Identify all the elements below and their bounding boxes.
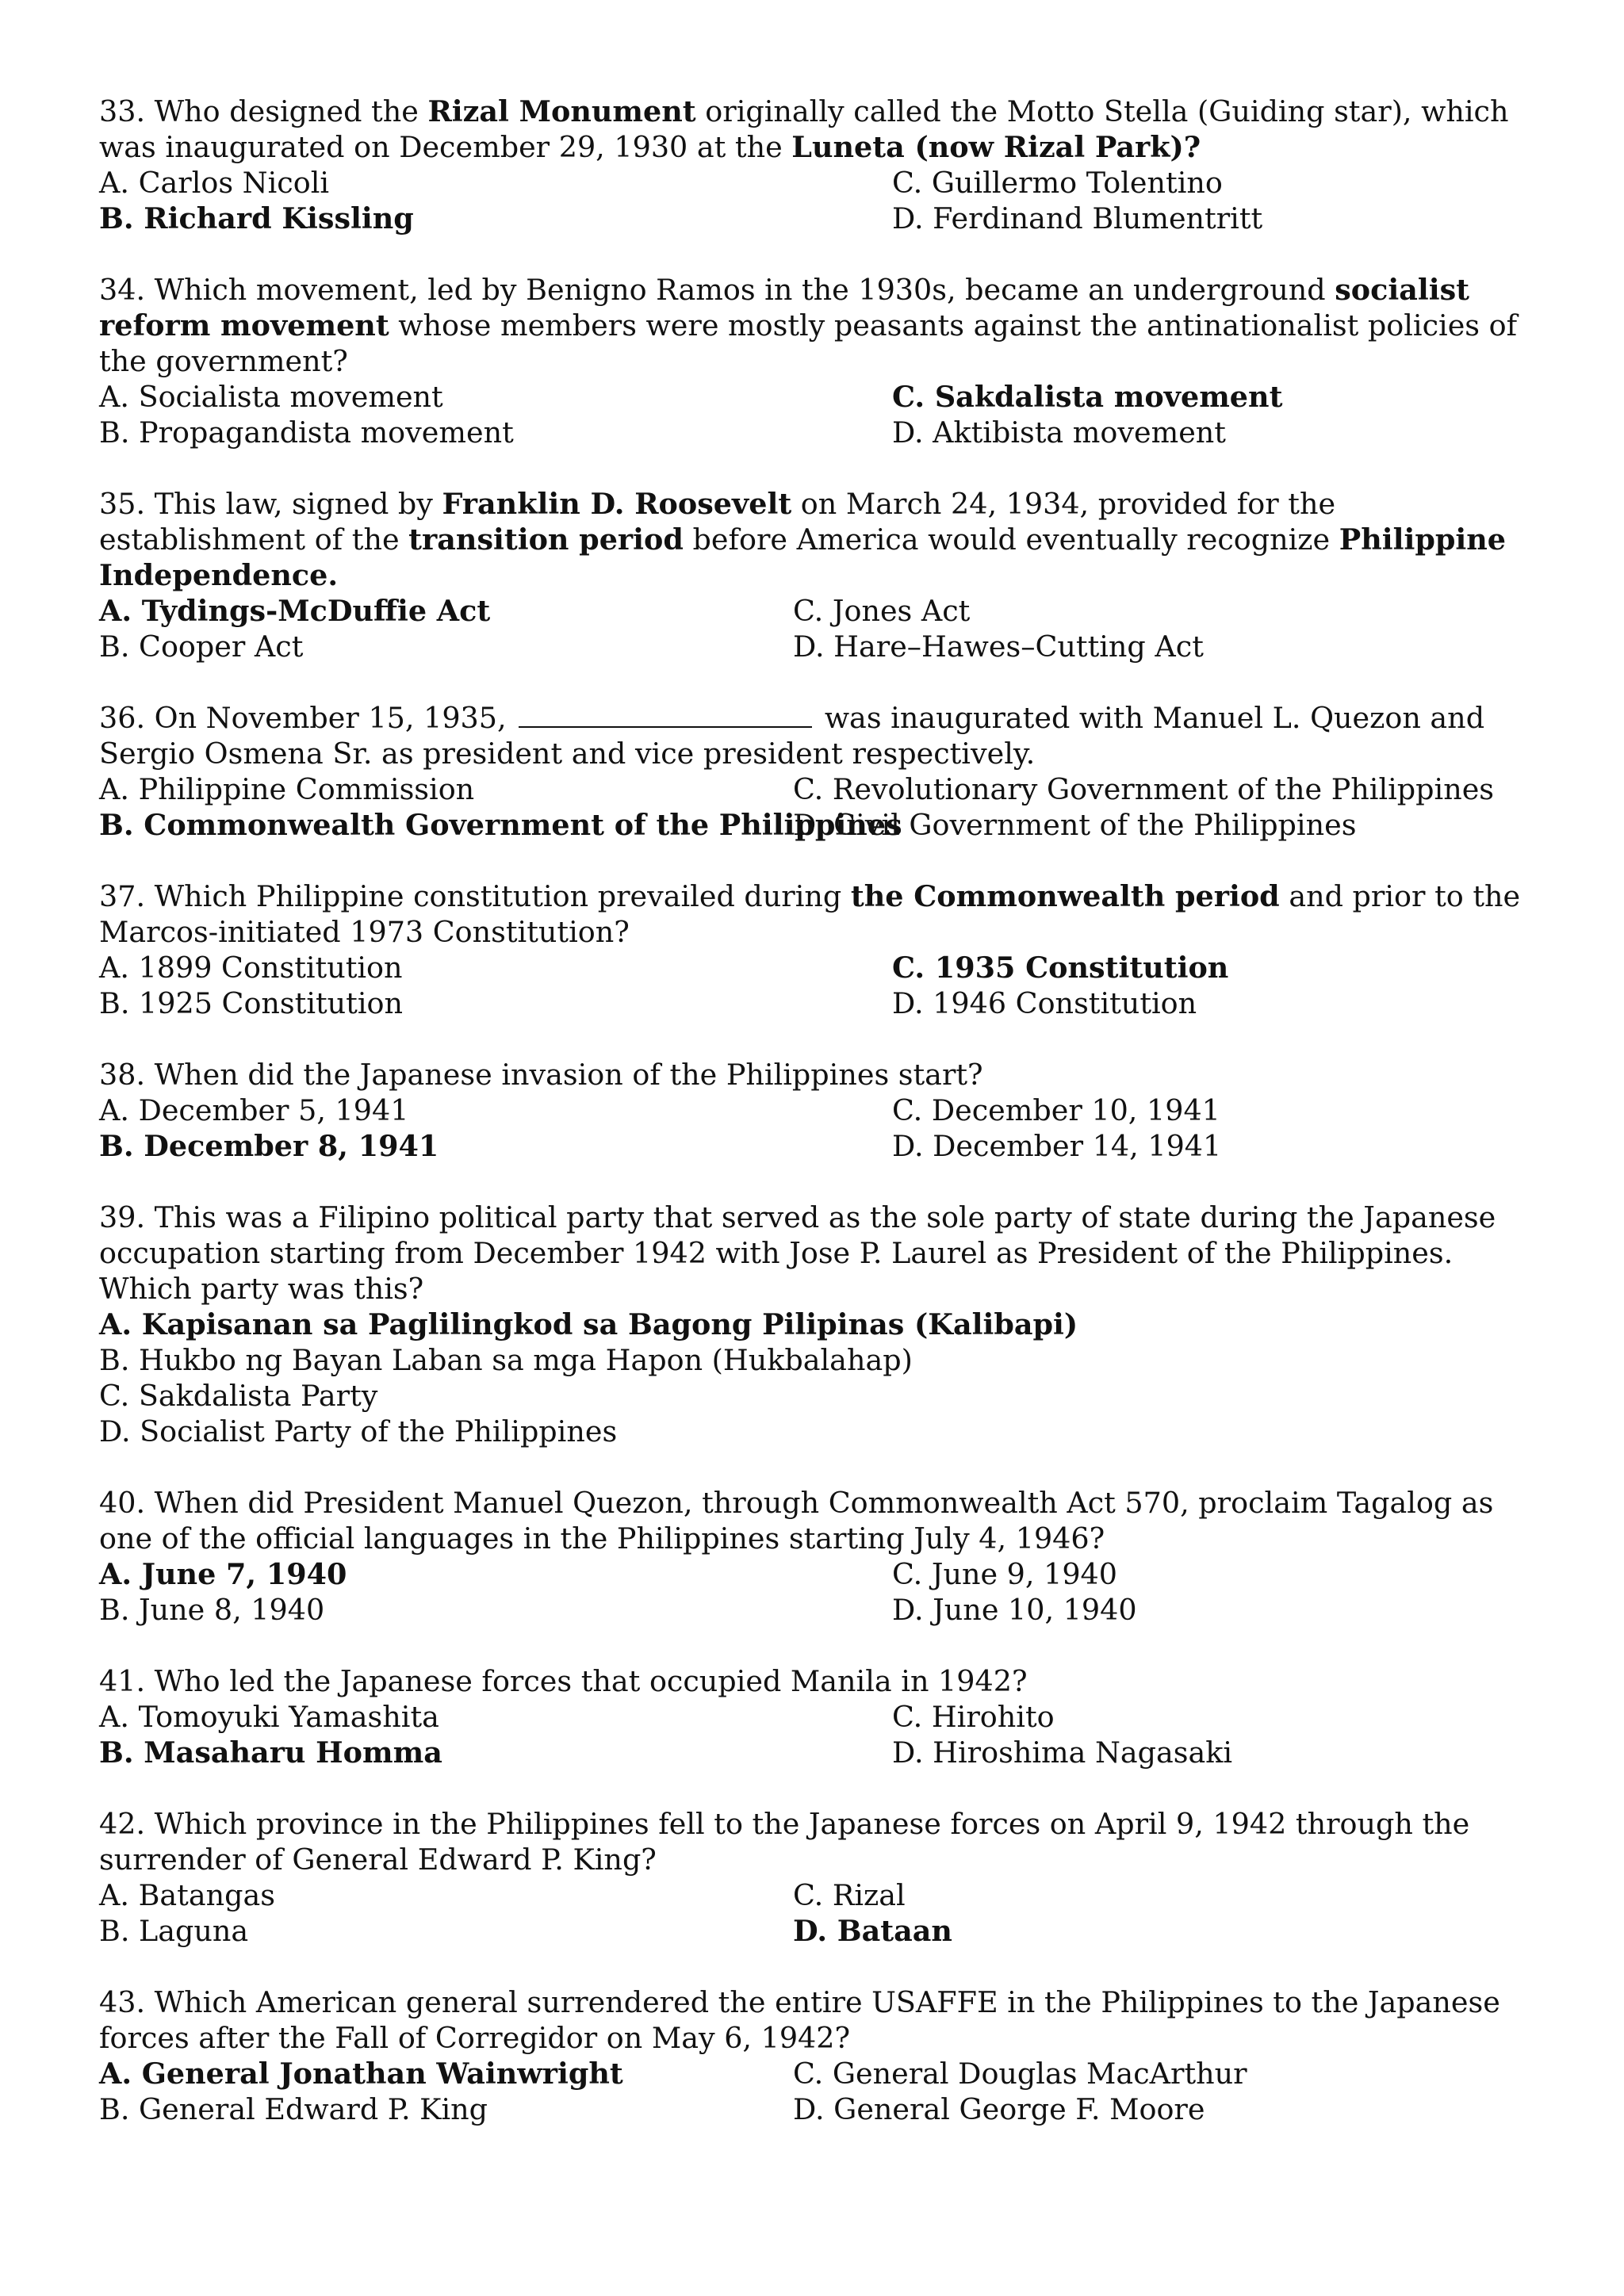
answer-option-correct: A. General Jonathan Wainwright — [99, 2057, 623, 2091]
answer-options — [99, 771, 1526, 843]
stem-text: 41. Who led the Japanese forces that occupied Manila in 1942? — [99, 1664, 1028, 1698]
stem-text: 39. This was a Filipino political party that served as the sole party of state during the Japanese occupation starting from December 1942 with Jose P. Laurel as President of the Philippines. Which party was this? — [99, 1200, 1496, 1306]
answer-option-correct: C. Sakdalista movement — [892, 380, 1283, 414]
answer-option: D. Civil Government of the Philippines — [793, 808, 1357, 842]
quiz-page — [99, 94, 1526, 2163]
answer-option: B. Laguna — [99, 1914, 249, 1948]
stem-text: 35. This law, signed by — [99, 487, 442, 521]
answer-option: A. Tomoyuki Yamashita — [99, 1700, 439, 1734]
answer-options — [99, 1093, 1526, 1164]
answer-option: D. December 14, 1941 — [892, 1129, 1222, 1163]
answer-option: A. Batangas — [99, 1878, 275, 1912]
answer-options — [99, 1307, 1526, 1449]
answer-option-correct: B. Commonwealth Government of the Philippines — [99, 808, 902, 842]
fill-in-blank — [519, 702, 812, 728]
answer-option: D. Aktibista movement — [892, 415, 1226, 450]
emphasis-text: Franklin D. Roosevelt — [442, 487, 792, 521]
question-stem — [99, 878, 1526, 950]
answer-option: B. Hukbo ng Bayan Laban sa mga Hapon (Hukbalahap) — [99, 1343, 913, 1377]
question-block — [99, 1057, 1526, 1164]
question-stem — [99, 486, 1526, 593]
emphasis-text: the Commonwealth period — [850, 879, 1280, 913]
question-block — [99, 878, 1526, 1021]
question-stem — [99, 1057, 1526, 1093]
stem-text: 34. Which movement, led by Benigno Ramos in the 1930s, became an underground — [99, 273, 1335, 307]
answer-option-correct: B. December 8, 1941 — [99, 1129, 439, 1163]
answer-option-correct: C. 1935 Constitution — [892, 951, 1229, 985]
emphasis-text: socialist reform movement — [99, 273, 1469, 342]
answer-options — [99, 950, 1526, 1021]
answer-option-correct: A. Tydings-McDuffie Act — [99, 594, 491, 628]
stem-text: 42. Which province in the Philippines fell to the Japanese forces on April 9, 1942 through the surrender of General Edward P. King? — [99, 1807, 1470, 1877]
question-block — [99, 486, 1526, 664]
answer-option: C. Hirohito — [892, 1700, 1055, 1734]
emphasis-text: Rizal Monument — [427, 94, 696, 128]
stem-text: 37. Which Philippine constitution prevailed during — [99, 879, 851, 913]
question-block — [99, 1485, 1526, 1628]
answer-options — [99, 1877, 1526, 1949]
stem-text: whose members were mostly peasants against the antinationalist policies of the government? — [99, 308, 1518, 378]
question-stem — [99, 1806, 1526, 1877]
answer-option-correct: D. Bataan — [793, 1914, 952, 1948]
answer-option: D. Hare–Hawes–Cutting Act — [793, 629, 1204, 664]
stem-text: 33. Who designed the — [99, 94, 428, 128]
question-stem — [99, 94, 1526, 165]
answer-option: D. Ferdinand Blumentritt — [892, 201, 1263, 235]
answer-option: C. Rizal — [793, 1878, 906, 1912]
stem-text: and prior to the Marcos-initiated 1973 Constitution? — [99, 879, 1521, 949]
answer-option: A. Philippine Commission — [99, 772, 475, 806]
stem-text: on March 24, 1934, provided for the establishment of the — [99, 487, 1336, 557]
answer-option: D. General George F. Moore — [793, 2092, 1205, 2126]
answer-option: C. General Douglas MacArthur — [793, 2057, 1247, 2091]
emphasis-text: Philippine Independence. — [99, 522, 1506, 592]
answer-option: C. Jones Act — [793, 594, 971, 628]
answer-option-correct: A. June 7, 1940 — [99, 1557, 347, 1591]
emphasis-text: Luneta (now Rizal Park)? — [791, 130, 1201, 164]
answer-options — [99, 165, 1526, 236]
answer-option: C. Revolutionary Government of the Philippines — [793, 772, 1495, 806]
stem-text: 40. When did President Manuel Quezon, through Commonwealth Act 570, proclaim Tagalog as one of the official languages in the Philippines starting July 4, 1946? — [99, 1486, 1494, 1556]
answer-option: C. Guillermo Tolentino — [892, 166, 1223, 200]
stem-text: 43. Which American general surrendered the entire USAFFE in the Philippines to the Japanese forces after the Fall of Corregidor on May 6, 1942? — [99, 1985, 1500, 2055]
answer-option: A. 1899 Constitution — [99, 951, 403, 985]
emphasis-text: transition period — [408, 522, 684, 557]
answer-option: C. Sakdalista Party — [99, 1379, 378, 1413]
stem-text: 36. On November 15, 1935, — [99, 701, 507, 735]
question-stem — [99, 1200, 1526, 1307]
answer-option: B. 1925 Constitution — [99, 986, 404, 1020]
answer-option: C. June 9, 1940 — [892, 1557, 1117, 1591]
stem-text: was inaugurated with Manuel L. Quezon and Sergio Osmena Sr. as president and vice president respectively. — [99, 701, 1485, 771]
question-block — [99, 94, 1526, 236]
stem-text: before America would eventually recognize — [683, 522, 1339, 557]
answer-option: A. Carlos Nicoli — [99, 166, 330, 200]
answer-option: C. December 10, 1941 — [892, 1093, 1220, 1127]
question-block — [99, 1200, 1526, 1449]
answer-options — [99, 2056, 1526, 2127]
answer-option: B. June 8, 1940 — [99, 1593, 325, 1627]
answer-option: D. Hiroshima Nagasaki — [892, 1735, 1233, 1770]
question-stem — [99, 1984, 1526, 2056]
answer-options — [99, 1556, 1526, 1628]
question-stem — [99, 1485, 1526, 1556]
question-block — [99, 700, 1526, 843]
stem-text: originally called the Motto Stella (Guiding star), which was inaugurated on December 29, 1930 at the — [99, 94, 1509, 164]
question-block — [99, 1663, 1526, 1770]
answer-option-correct: B. Masaharu Homma — [99, 1735, 442, 1770]
answer-option: D. Socialist Party of the Philippines — [99, 1414, 618, 1448]
answer-options — [99, 1699, 1526, 1770]
question-block — [99, 1806, 1526, 1949]
question-stem — [99, 700, 1526, 771]
answer-option: D. June 10, 1940 — [892, 1593, 1137, 1627]
answer-option: B. Propagandista movement — [99, 415, 514, 450]
answer-options — [99, 593, 1526, 664]
stem-text: 38. When did the Japanese invasion of the Philippines start? — [99, 1058, 983, 1092]
question-block — [99, 272, 1526, 450]
answer-options — [99, 379, 1526, 450]
answer-option: B. General Edward P. King — [99, 2092, 488, 2126]
answer-option-correct: A. Kapisanan sa Paglilingkod sa Bagong Pilipinas (Kalibapi) — [99, 1307, 1078, 1341]
answer-option: B. Cooper Act — [99, 629, 304, 664]
answer-option: A. Socialista movement — [99, 380, 443, 414]
question-block — [99, 1984, 1526, 2127]
question-stem — [99, 1663, 1526, 1699]
answer-option: A. December 5, 1941 — [99, 1093, 409, 1127]
question-stem — [99, 272, 1526, 379]
answer-option-correct: B. Richard Kissling — [99, 201, 414, 235]
answer-option: D. 1946 Constitution — [892, 986, 1197, 1020]
